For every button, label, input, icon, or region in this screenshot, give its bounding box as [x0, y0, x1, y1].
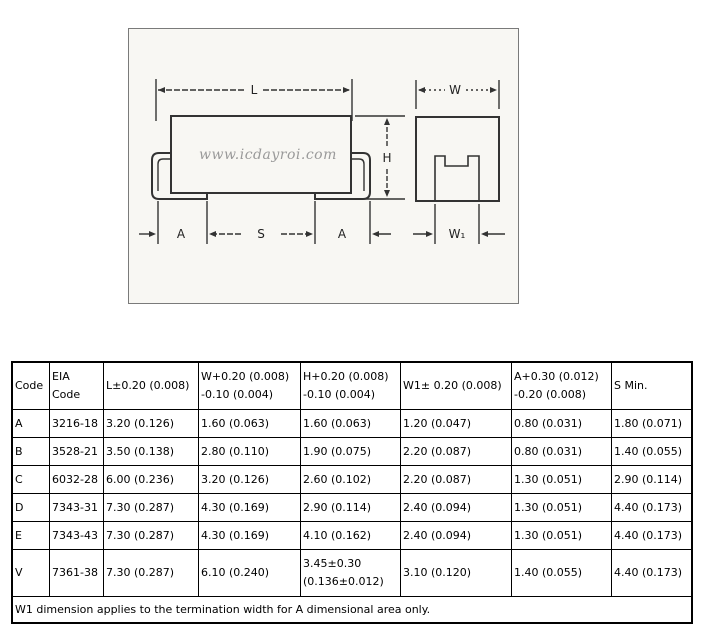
table-row — [13, 466, 691, 493]
cell-A: 0.80 (0.031) — [512, 438, 611, 465]
table-header-row — [13, 363, 691, 409]
header-H: H+0.20 (0.008) -0.10 (0.004) — [301, 363, 400, 409]
cell-W: 4.30 (0.169) — [199, 522, 300, 549]
cell-eia-code: 3528-21 — [50, 438, 103, 465]
cell-A: 1.40 (0.055) — [512, 550, 611, 596]
header-W: W+0.20 (0.008) -0.10 (0.004) — [199, 363, 300, 409]
header-A: A+0.30 (0.012) -0.20 (0.008) — [512, 363, 611, 409]
capacitor-outline-svg — [129, 29, 520, 305]
table-row — [13, 438, 691, 465]
cell-S: 1.80 (0.071) — [612, 410, 691, 437]
cell-H: 4.10 (0.162) — [301, 522, 400, 549]
cell-eia-code: 7343-43 — [50, 522, 103, 549]
dim-label-A-left: A — [176, 227, 186, 241]
watermark: www.icdayroi.com — [199, 147, 337, 163]
cell-S: 4.40 (0.173) — [612, 494, 691, 521]
cell-W1: 2.20 (0.087) — [401, 466, 511, 493]
cell-L: 7.30 (0.287) — [104, 550, 198, 596]
cell-H: 1.60 (0.063) — [301, 410, 400, 437]
header-L: L±0.20 (0.008) — [104, 363, 198, 409]
dimension-drawing — [128, 28, 519, 304]
cell-W1: 3.10 (0.120) — [401, 550, 511, 596]
table-row — [13, 550, 691, 596]
cell-code: D — [13, 494, 49, 521]
cell-H: 3.45±0.30 (0.136±0.012) — [301, 550, 400, 596]
cell-code: C — [13, 466, 49, 493]
cell-L: 7.30 (0.287) — [104, 522, 198, 549]
dim-label-H: H — [382, 151, 392, 165]
cell-H: 1.90 (0.075) — [301, 438, 400, 465]
header-code: Code — [13, 363, 49, 409]
cell-code: A — [13, 410, 49, 437]
table-note-row — [13, 597, 691, 622]
table-row — [13, 494, 691, 521]
cell-W1: 1.20 (0.047) — [401, 410, 511, 437]
cell-A: 1.30 (0.051) — [512, 466, 611, 493]
cell-eia-code: 3216-18 — [50, 410, 103, 437]
cell-S: 4.40 (0.173) — [612, 522, 691, 549]
cell-W1: 2.20 (0.087) — [401, 438, 511, 465]
cell-eia-code: 6032-28 — [50, 466, 103, 493]
cell-W: 4.30 (0.169) — [199, 494, 300, 521]
cell-code: E — [13, 522, 49, 549]
header-S: S Min. — [612, 363, 691, 409]
cell-W1: 2.40 (0.094) — [401, 494, 511, 521]
cell-A: 1.30 (0.051) — [512, 522, 611, 549]
cell-H: 2.60 (0.102) — [301, 466, 400, 493]
cell-S: 4.40 (0.173) — [612, 550, 691, 596]
cell-W: 2.80 (0.110) — [199, 438, 300, 465]
dim-label-L: L — [250, 83, 258, 97]
cell-A: 1.30 (0.051) — [512, 494, 611, 521]
table-row — [13, 410, 691, 437]
dim-label-A-right: A — [337, 227, 347, 241]
cell-L: 7.30 (0.287) — [104, 494, 198, 521]
dim-label-S: S — [257, 227, 265, 241]
cell-eia-code: 7361-38 — [50, 550, 103, 596]
cell-H: 2.90 (0.114) — [301, 494, 400, 521]
header-eia-code: EIA Code — [50, 363, 103, 409]
cell-eia-code: 7343-31 — [50, 494, 103, 521]
cell-S: 2.90 (0.114) — [612, 466, 691, 493]
cell-code: V — [13, 550, 49, 596]
dimensions-table — [11, 361, 693, 624]
cell-code: B — [13, 438, 49, 465]
header-W1: W1± 0.20 (0.008) — [401, 363, 511, 409]
cell-L: 6.00 (0.236) — [104, 466, 198, 493]
cell-A: 0.80 (0.031) — [512, 410, 611, 437]
table-row — [13, 522, 691, 549]
cell-W: 3.20 (0.126) — [199, 466, 300, 493]
table-note: W1 dimension applies to the termination width for A dimensional area only. — [13, 597, 691, 622]
dim-label-W1: W₁ — [448, 227, 466, 241]
cell-L: 3.20 (0.126) — [104, 410, 198, 437]
dim-label-W: W — [449, 83, 461, 97]
cell-W: 1.60 (0.063) — [199, 410, 300, 437]
cell-W: 6.10 (0.240) — [199, 550, 300, 596]
cell-L: 3.50 (0.138) — [104, 438, 198, 465]
cell-S: 1.40 (0.055) — [612, 438, 691, 465]
cell-W1: 2.40 (0.094) — [401, 522, 511, 549]
